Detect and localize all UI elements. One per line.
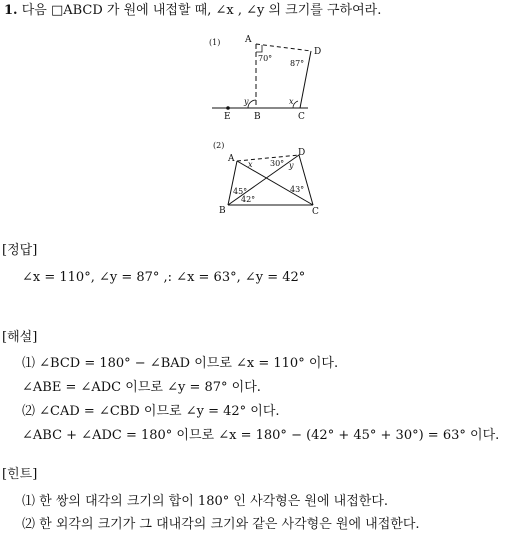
explanation-line-3: ⑵ ∠CAD = ∠CBD 이므로 ∠y = 42° 이다.: [22, 404, 280, 419]
figure-1-label-d: D: [314, 47, 322, 57]
figure-2-tag: (2): [213, 141, 225, 150]
figure-2-angle-x: x: [248, 160, 253, 169]
figure-1-label-e: E: [224, 112, 231, 122]
figure-1-angle-y: y: [244, 97, 249, 106]
hint-line-2: ⑵ 한 외각의 크기가 그 대내각의 크기와 같은 사각형은 원에 내접한다.: [22, 517, 420, 532]
problem-number: 1.: [4, 3, 18, 18]
figure-1-label-c: C: [298, 112, 305, 122]
figure-2-side-ab: [228, 161, 237, 205]
explanation-line-1: ⑴ ∠BCD = 180° − ∠BAD 이므로 ∠x = 110° 이다.: [22, 356, 339, 371]
figure-2-angle-43: 43°: [290, 185, 305, 194]
figure-2-angle-45: 45°: [233, 187, 248, 196]
hint-heading: [힌트]: [2, 467, 38, 482]
figure-1-angle-d: 87°: [290, 59, 305, 68]
figure-2-angle-30: 30°: [270, 159, 285, 168]
figure-2-label-b: B: [219, 206, 226, 216]
figure-2-label-c: C: [312, 207, 319, 217]
figure-2-side-dc: [299, 155, 313, 205]
explanation-heading: [해설]: [2, 330, 38, 345]
answer-text: ∠x = 110°, ∠y = 87° ,: ∠x = 63°, ∠y = 42°: [22, 270, 306, 285]
figure-1-label-a: A: [245, 35, 252, 45]
figure-1-angle-a: 70°: [258, 54, 273, 63]
figure-1-angle-x: x: [289, 97, 294, 106]
figure-2-label-d: D: [298, 148, 306, 158]
figure-2-label-a: A: [228, 154, 235, 164]
figure-1-label-b: B: [254, 112, 261, 122]
explanation-line-2: ∠ABE = ∠ADC 이므로 ∠y = 87° 이다.: [22, 380, 261, 395]
figure-2-angle-42: 42°: [241, 195, 256, 204]
hint-line-1: ⑴ 한 쌍의 대각의 크기의 합이 180° 인 사각형은 원에 내접한다.: [22, 494, 389, 509]
answer-heading: [정답]: [2, 243, 38, 258]
explanation-line-4: ∠ABC + ∠ADC = 180° 이므로 ∠x = 180° − (42° + 45° + 30°) = 63° 이다.: [22, 428, 500, 443]
figure-2-angle-y: y: [289, 161, 294, 170]
problem-text: 다음 □ABCD 가 원에 내접할 때, ∠x , ∠y 의 크기를 구하여라.: [21, 3, 382, 18]
figure-1-tag: (1): [209, 38, 221, 47]
